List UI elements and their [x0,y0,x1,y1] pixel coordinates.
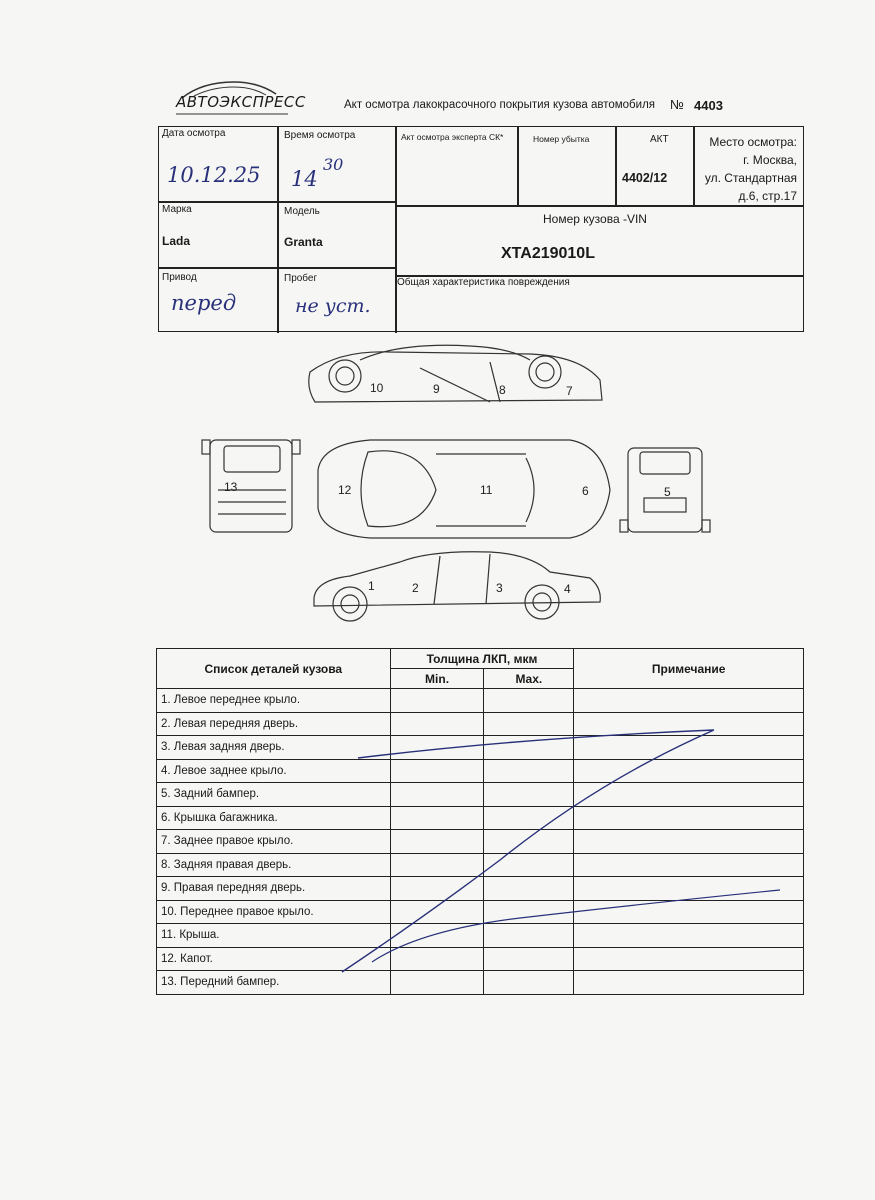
max-cell[interactable] [484,877,574,901]
col-thickness-header: Толщина ЛКП, мкм [390,649,574,669]
car-right-side-view [309,345,602,402]
min-cell[interactable] [390,736,484,760]
vin-label: Номер кузова -VIN [543,212,647,226]
max-cell[interactable] [484,712,574,736]
note-cell[interactable] [574,783,804,807]
act-value: 4402/12 [622,171,668,185]
part-name: 1. Левое переднее крыло. [157,689,391,713]
min-cell[interactable] [390,759,484,783]
note-cell[interactable] [574,971,804,995]
part-name: 9. Правая передняя дверь. [157,877,391,901]
time-minutes: 30 [323,155,344,174]
zone-number-9: 9 [433,382,440,396]
note-cell[interactable] [574,830,804,854]
max-cell[interactable] [484,924,574,948]
car-left-side-view [314,552,600,621]
max-cell[interactable] [484,689,574,713]
note-cell[interactable] [574,759,804,783]
note-cell[interactable] [574,689,804,713]
zone-number-5: 5 [664,485,671,499]
note-cell[interactable] [574,900,804,924]
min-cell[interactable] [390,783,484,807]
note-cell[interactable] [574,712,804,736]
min-cell[interactable] [390,830,484,854]
zone-number-6: 6 [582,484,589,498]
zone-number-1: 1 [368,579,375,593]
vin-value: XTA219010L [501,245,595,262]
drive-value: перед [171,291,237,315]
model-value: Granta [284,235,323,249]
note-cell[interactable] [574,877,804,901]
table-row [157,971,804,995]
zone-number-13: 13 [224,480,238,494]
min-cell[interactable] [390,900,484,924]
place-block [705,133,797,205]
part-name: 12. Капот. [157,947,391,971]
zone-number-3: 3 [496,581,503,595]
inspection-form [158,126,804,332]
max-cell[interactable] [484,853,574,877]
table-row [157,783,804,807]
table-row [157,947,804,971]
mileage-value: не уст. [295,295,371,317]
zone-number-11: 11 [480,483,493,497]
col-note-header: Примечание [574,649,804,689]
document-number-sign: № [670,97,684,112]
max-cell[interactable] [484,806,574,830]
note-cell[interactable] [574,736,804,760]
drive-label: Привод [162,272,197,283]
min-cell[interactable] [390,806,484,830]
part-name: 11. Крыша. [157,924,391,948]
table-row [157,759,804,783]
document-number: 4403 [694,98,723,113]
max-cell[interactable] [484,759,574,783]
zone-number-12: 12 [338,483,352,497]
min-cell[interactable] [390,947,484,971]
zone-number-7: 7 [566,384,573,398]
min-cell[interactable] [390,877,484,901]
time-label: Время осмотра [284,130,356,141]
mileage-label: Пробег [284,273,318,284]
zone-number-10: 10 [370,381,384,395]
date-label: Дата осмотра [162,128,226,139]
col-parts-header: Список деталей кузова [157,649,391,689]
part-name: 2. Левая передняя дверь. [157,712,391,736]
max-cell[interactable] [484,736,574,760]
note-cell[interactable] [574,853,804,877]
table-row [157,830,804,854]
min-cell[interactable] [390,971,484,995]
table-row [157,806,804,830]
table-row [157,877,804,901]
document-title: Акт осмотра лакокрасочного покрытия кузова автомобиля [344,99,656,111]
make-value: Lada [162,234,191,248]
note-cell[interactable] [574,806,804,830]
part-name: 10. Переднее правое крыло. [157,900,391,924]
damage-description-label: Общая характеристика повреждения [397,277,570,288]
part-name: 8. Задняя правая дверь. [157,853,391,877]
logo-text: АВТОЭКСПРЕСС [176,93,306,111]
model-label: Модель [284,206,320,217]
max-cell[interactable] [484,830,574,854]
act-label: АКТ [650,134,669,145]
min-cell[interactable] [390,924,484,948]
min-cell[interactable] [390,689,484,713]
time-hours: 14 [291,167,318,191]
part-name: 6. Крышка багажника. [157,806,391,830]
damage-number-label: Номер убытка [533,134,590,144]
max-cell[interactable] [484,947,574,971]
table-row [157,853,804,877]
expert-act-label: Акт осмотра эксперта СК* [401,132,504,142]
zone-number-4: 4 [564,582,571,596]
car-body-diagram [190,340,730,640]
part-name: 3. Левая задняя дверь. [157,736,391,760]
place-line-2: ул. Стандартная [704,171,797,185]
zone-number-2: 2 [412,581,419,595]
car-top-view [318,440,610,538]
table-row [157,689,804,713]
col-min-header: Min. [390,669,484,689]
date-value: 10.12.25 [167,163,261,187]
min-cell[interactable] [390,712,484,736]
part-name: 13. Передний бампер. [157,971,391,995]
max-cell[interactable] [484,971,574,995]
note-cell[interactable] [574,947,804,971]
col-max-header: Max. [484,669,574,689]
table-row [157,736,804,760]
table-row [157,900,804,924]
parts-table [156,648,804,995]
table-row [157,712,804,736]
part-name: 7. Заднее правое крыло. [157,830,391,854]
note-cell[interactable] [574,924,804,948]
max-cell[interactable] [484,783,574,807]
make-label: Марка [162,204,192,215]
car-front-view [202,440,300,532]
part-name: 5. Задний бампер. [157,783,391,807]
place-label: Место осмотра: [709,135,797,149]
place-line-3: д.6, стр.17 [738,189,797,203]
min-cell[interactable] [390,853,484,877]
max-cell[interactable] [484,900,574,924]
table-row [157,924,804,948]
place-line-1: г. Москва, [743,153,797,167]
zone-number-8: 8 [499,383,506,397]
part-name: 4. Левое заднее крыло. [157,759,391,783]
